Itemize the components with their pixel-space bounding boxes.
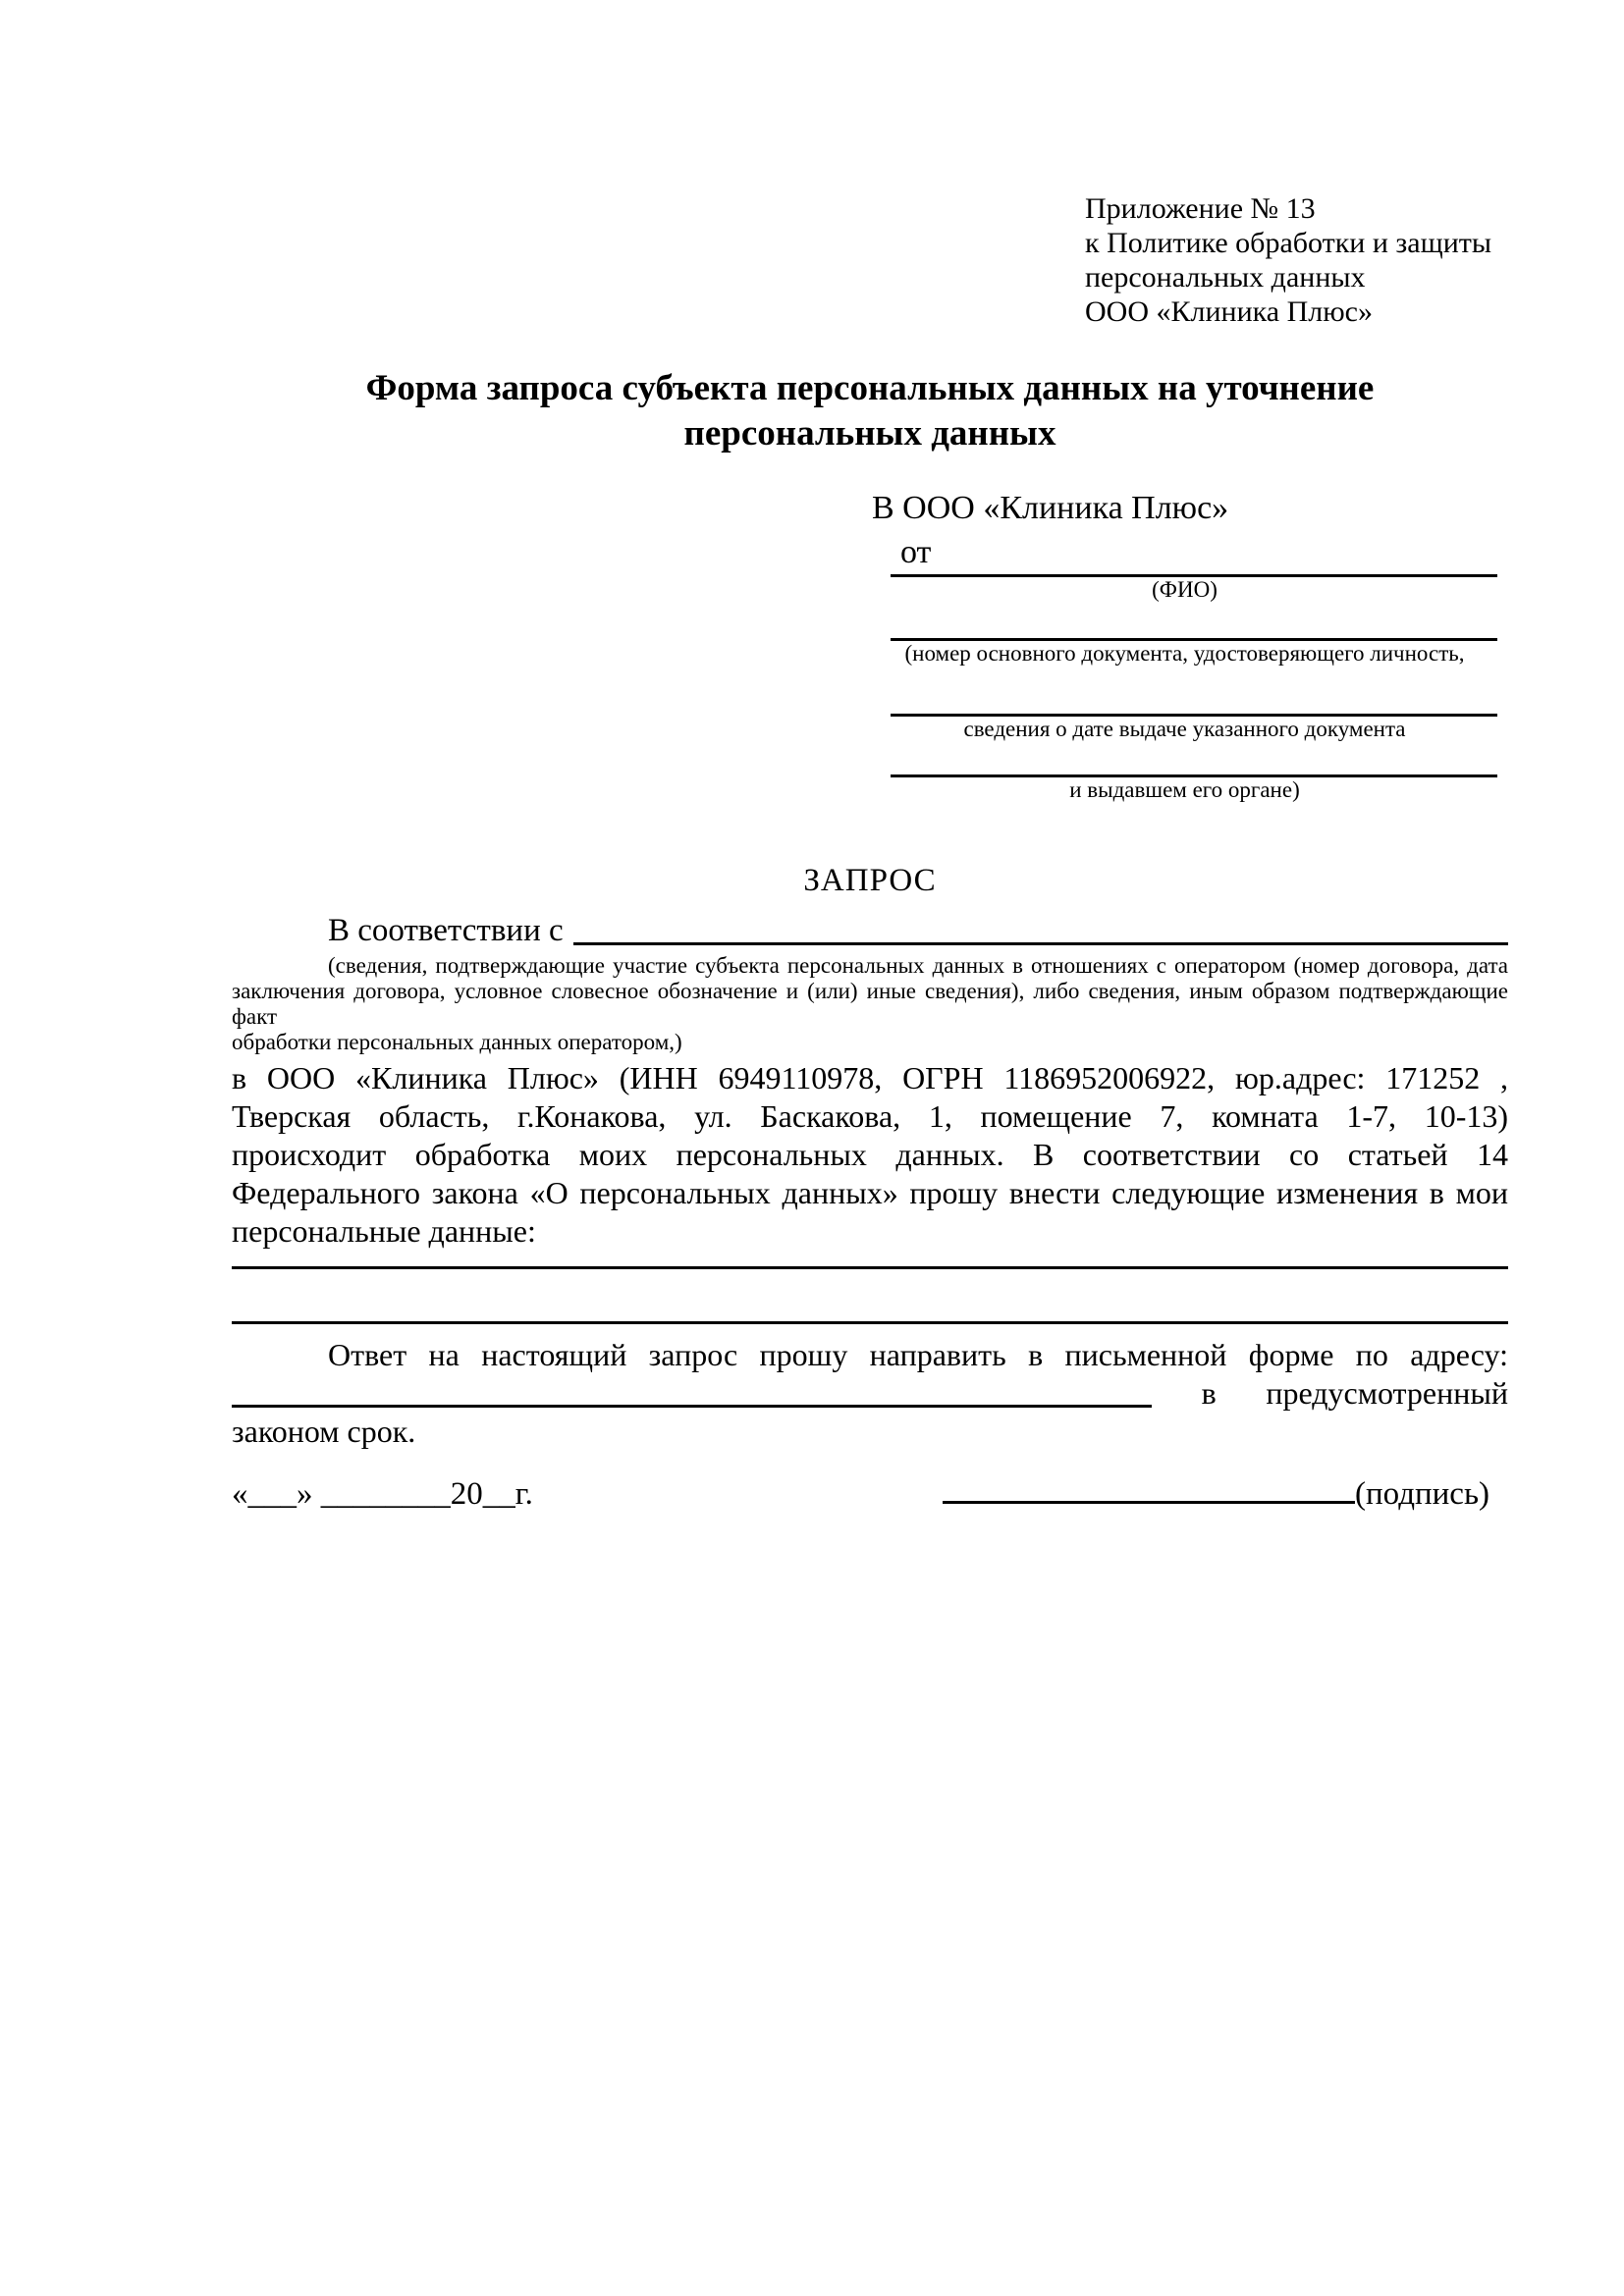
issuing-authority-caption: и выдавшем его органе) [1069,777,1300,802]
appendix-block [1085,191,1508,329]
intro-caption-line: (сведения, подтверждающие участие субъекта персональных данных в отношениях с оператором (номер договора, дата [328,953,1508,978]
document-number-caption: (номер основного документа, удостоверяющего личность, [904,641,1465,666]
response-word: предусмотренный [1266,1375,1508,1411]
signature-blank-line [943,1501,1355,1504]
response-address-row [232,1374,1508,1413]
date-signature-row [232,1475,1508,1514]
appendix-line: к Политике обработки и защиты [1085,227,1492,259]
response-paragraph [232,1336,1508,1451]
signature-caption: (подпись) [1355,1476,1489,1512]
changes-blank-line-2 [232,1269,1508,1324]
fio-caption: (ФИО) [1152,577,1218,602]
body-line: в ООО «Клиника Плюс» (ИНН 6949110978, ОГРН 1186952006922, юр.адрес: 171252 , [232,1060,1508,1095]
response-word: в [1201,1375,1217,1411]
title-line: персональных данных [683,413,1056,454]
response-line: Ответ на настоящий запрос прошу направить в письменной форме по адресу: [328,1337,1508,1372]
body-line: Федерального закона «О персональных данных» прошу внести следующие изменения в мои [232,1175,1508,1210]
addressee-organization: В ООО «Клиника Плюс» [872,490,1229,526]
addressee-block [872,489,1497,803]
document-title [232,366,1508,456]
request-body [232,1059,1508,1251]
signature-block [943,1475,1489,1514]
intro-caption-line: обработки персональных данных оператором,) [232,1030,682,1054]
body-line: происходит обработка моих персональных данных. В соответствии со статьей 14 [232,1137,1508,1172]
request-heading: ЗАПРОС [803,863,937,898]
issue-date-caption: сведения о дате выдаче указанного документа [963,717,1406,741]
appendix-line: Приложение № 13 [1085,192,1316,225]
intro-row [232,912,1508,950]
intro-caption-line: заключения договора, условное словесное обозначение и (или) иные сведения), либо сведения, иным образом подтверждающие факт [232,979,1508,1029]
appendix-line: ООО «Клиника Плюс» [1085,295,1373,328]
changes-blank-line-1 [232,1251,1508,1269]
basis-blank-line [573,912,1508,945]
from-label: от [900,534,932,570]
body-line: персональные данные: [232,1213,536,1249]
intro-caption [232,953,1508,1055]
address-blank-line [232,1405,1152,1408]
title-line: Форма запроса субъекта персональных данных на уточнение [365,368,1375,408]
intro-prefix: В соответствии с [328,913,564,948]
response-line: законом срок. [232,1414,416,1449]
date-template: «___» ________20__г. [232,1476,533,1512]
appendix-line: персональных данных [1085,261,1366,294]
body-line: Тверская область, г.Конакова, ул. Баскакова, 1, помещение 7, комната 1-7, 10-13) [232,1098,1508,1134]
